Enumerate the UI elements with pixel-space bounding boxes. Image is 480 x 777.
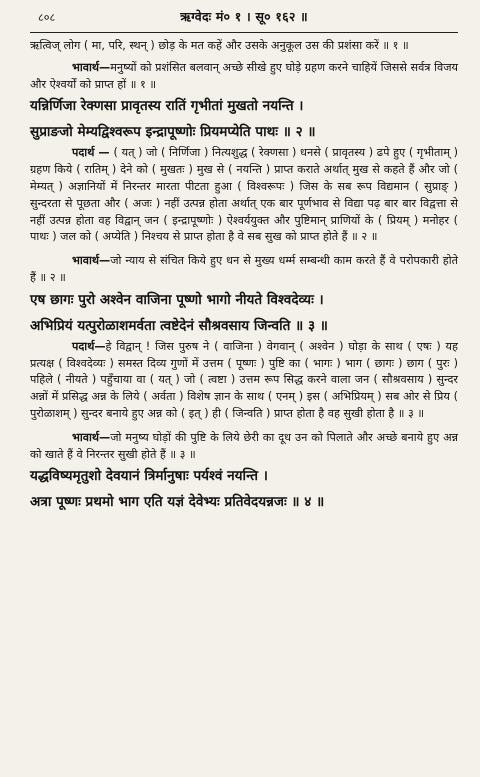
page-body	[30, 38, 458, 515]
mantra-line: एष छागः पुरो अश्वेन वाजिना पूष्णो भागो नीयते विश्वदेव्यः ।	[30, 291, 324, 308]
page-header	[30, 8, 458, 30]
mantra-line: अभिप्रियं यत्पुरोळाशमर्वता त्वष्टेदेनं सौश्रवसाय जिन्वति ॥ ३ ॥	[30, 317, 328, 334]
padartha-paragraph: पदार्थ — ( यत् ) जो ( निर्णिजा ) नित्यशुद्ध ( रेक्णसा ) धनसे ( प्रावृतस्य ) ढपे हुए ( गृभीताम् ) ग्रहण किये ( रातिम् ) देने को ( मुखतः ) मुख से ( नयन्ति ) प्राप्त कराते अर्थात् मुख से कहते हैं और जो ( मेम्यत् ) अज्ञानियों में निरन्तर मारता पीटता हुआ ( विश्वरूपः ) जिस के सब रूप विद्यमान ( सुप्राङ् ) सुन्दरता से पूछता और ( अजः ) नहीं उत्पन्न होता अर्थात् एक बार पूर्णभाव से विद्या पढ़ बार बार विद्वत्ता से नहीं उत्पन्न होता वह विद्वान् जन ( इन्द्रापूष्णोः ) ऐश्वर्ययुक्त और पुष्टिमान् प्राणियों के ( प्रियम् ) मनोहर ( पाथः ) जल को ( अप्येति ) निश्चय से प्राप्त होता है वे सब सुख को प्राप्त होते हैं ॥ २ ॥	[30, 146, 458, 244]
mantra-line: अत्रा पूष्णः प्रथमो भाग एति यज्ञं देवेभ्यः प्रतिवेदयन्नजः ॥ ४ ॥	[30, 494, 325, 511]
mantra-line: सुप्राङजो मेम्यद्विश्वरूप इन्द्रापूष्णोः प्रियमप्येति पाथः ॥ २ ॥	[30, 124, 316, 141]
page-number: ८०८	[38, 11, 56, 24]
header-rule	[30, 32, 458, 33]
padartha-paragraph: पदार्थ—हे विद्वान् ! जिस पुरुष ने ( वाजिना ) वेगवान् ( अश्वेन ) घोड़ा के साथ ( एषः ) यह प्रत्यक्ष ( विश्वदेव्यः ) समस्त दिव्य गुणों में उत्तम ( पूष्णः ) पुष्टि का ( भागः ) भाग ( छागः ) छाग ( पुरः ) पहिले ( नीयते ) पहुँचाया वा ( यत् ) जो ( त्वष्टा ) उत्तम रूप सिद्ध करने वाला जन ( सौश्रवसाय ) सुन्दर अन्नों में प्रसिद्ध अन्न के लिये ( अर्वता ) विशेष ज्ञान के साथ ( एनम् ) इस ( अभिप्रियम् ) सब ओर से प्रिय ( पुरोळाशम् ) सुन्दर बनाये हुए अन्न को ( इत् ) ही ( जिन्वति ) प्राप्त होता है वह सुखी होता है ॥ ३ ॥	[30, 339, 458, 420]
mantra-line: यन्निर्णिजा रेक्णसा प्रावृतस्य रातिं गृभीतां मुखतो नयन्ति ।	[30, 98, 304, 115]
text-paragraph: ऋत्विज् लोग ( मा, परि, स्थन् ) छोड़ के मत कहें और उसके अनुकूल उस की प्रशंसा करें ॥ १ ॥	[30, 39, 409, 52]
bhavartha-paragraph: भावार्थ—जो न्याय से संचित किये हुए धन से मुख्य धर्म्म सम्बन्धी काम करते हैं वे परोपकारी होते हैं ॥ २ ॥	[30, 254, 458, 284]
running-title: ऋग्वेदः मं० १ । सू० १६२ ॥	[180, 9, 308, 24]
mantra-line: यद्धविष्यमृतुशो देवयानं त्रिर्मानुषाः पर्यश्वं नयन्ति ।	[30, 468, 268, 485]
bhavartha-paragraph: भावार्थ—मनुष्यों को प्रशंसित बलवान् अच्छे सीखे हुए घोड़े ग्रहण करने चाहियें जिससे सर्वत्र विजय और ऐश्वर्यों को प्राप्त हों ॥ १ ॥	[30, 60, 458, 91]
bhavartha-paragraph: भावार्थ—जो मनुष्य घोड़ों की पुष्टि के लिये छेरी का दूध उन को पिलाते और अच्छे बनाये हुए अन्न को खाते हैं वे निरन्तर सुखी होते हैं ॥ ३ ॥	[30, 430, 458, 461]
